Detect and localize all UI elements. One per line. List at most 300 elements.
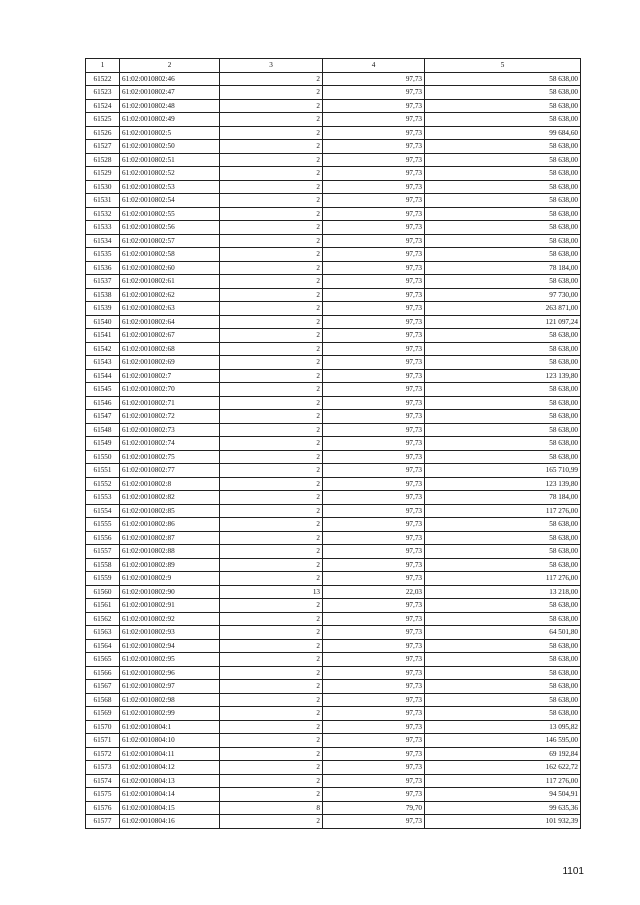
table-cell: 61:02:0010802:63 [120, 302, 220, 316]
table-cell: 61542 [86, 342, 120, 356]
table-cell: 97,73 [323, 599, 425, 613]
table-row [86, 207, 581, 221]
table-cell: 97,73 [323, 653, 425, 667]
table-row [86, 450, 581, 464]
table-cell: 61:02:0010802:48 [120, 99, 220, 113]
table-cell: 2 [220, 815, 323, 829]
table-row [86, 342, 581, 356]
table-cell: 13 095,82 [425, 720, 581, 734]
table-cell: 58 638,00 [425, 396, 581, 410]
table-cell: 61:02:0010802:68 [120, 342, 220, 356]
table-cell: 2 [220, 248, 323, 262]
table-cell: 97,73 [323, 788, 425, 802]
table-cell: 97,73 [323, 356, 425, 370]
table-row [86, 491, 581, 505]
table-cell: 61:02:0010804:11 [120, 747, 220, 761]
table-cell: 97,73 [323, 86, 425, 100]
table-cell: 2 [220, 612, 323, 626]
column-header-2: 2 [120, 59, 220, 73]
table-cell: 61:02:0010802:58 [120, 248, 220, 262]
table-row [86, 126, 581, 140]
table-cell: 97,73 [323, 626, 425, 640]
table-cell: 123 139,80 [425, 477, 581, 491]
table-cell: 2 [220, 140, 323, 154]
table-cell: 58 638,00 [425, 639, 581, 653]
table-cell: 61557 [86, 545, 120, 559]
table-row [86, 369, 581, 383]
table-row [86, 167, 581, 181]
table-cell: 2 [220, 113, 323, 127]
table-cell: 61:02:0010804:10 [120, 734, 220, 748]
table-cell: 61534 [86, 234, 120, 248]
table-cell: 58 638,00 [425, 680, 581, 694]
table-cell: 61:02:0010802:70 [120, 383, 220, 397]
table-cell: 61541 [86, 329, 120, 343]
table-cell: 2 [220, 680, 323, 694]
table-cell: 61571 [86, 734, 120, 748]
table-cell: 2 [220, 207, 323, 221]
table-cell: 61522 [86, 72, 120, 86]
table-cell: 61:02:0010802:95 [120, 653, 220, 667]
table-cell: 61575 [86, 788, 120, 802]
table-cell: 61574 [86, 774, 120, 788]
table-cell: 97,73 [323, 612, 425, 626]
table-row [86, 774, 581, 788]
table-body [86, 72, 581, 828]
table-cell: 61550 [86, 450, 120, 464]
table-row [86, 396, 581, 410]
table-cell: 61:02:0010802:60 [120, 261, 220, 275]
table-cell: 2 [220, 599, 323, 613]
table-cell: 61568 [86, 693, 120, 707]
table-cell: 61:02:0010802:50 [120, 140, 220, 154]
table-cell: 61556 [86, 531, 120, 545]
table-cell: 61545 [86, 383, 120, 397]
table-cell: 97,73 [323, 464, 425, 478]
table-row [86, 437, 581, 451]
table-row [86, 666, 581, 680]
table-cell: 117 276,00 [425, 774, 581, 788]
table-cell: 97,73 [323, 666, 425, 680]
table-cell: 58 638,00 [425, 545, 581, 559]
table-cell: 58 638,00 [425, 383, 581, 397]
table-cell: 61577 [86, 815, 120, 829]
table-cell: 61532 [86, 207, 120, 221]
table-cell: 61536 [86, 261, 120, 275]
table-cell: 2 [220, 747, 323, 761]
table-row [86, 140, 581, 154]
table-cell: 61576 [86, 801, 120, 815]
table-cell: 61546 [86, 396, 120, 410]
table-cell: 61:02:0010802:91 [120, 599, 220, 613]
table-cell: 101 932,39 [425, 815, 581, 829]
table-cell: 61:02:0010802:61 [120, 275, 220, 289]
table-cell: 97,73 [323, 437, 425, 451]
table-cell: 97,73 [323, 545, 425, 559]
column-header-3: 3 [220, 59, 323, 73]
table-cell: 61:02:0010802:56 [120, 221, 220, 235]
table-row [86, 234, 581, 248]
table-cell: 61:02:0010802:53 [120, 180, 220, 194]
table-cell: 97,73 [323, 194, 425, 208]
table-cell: 2 [220, 126, 323, 140]
table-cell: 78 184,00 [425, 491, 581, 505]
table-cell: 69 192,84 [425, 747, 581, 761]
table-cell: 61:02:0010802:88 [120, 545, 220, 559]
table-cell: 58 638,00 [425, 410, 581, 424]
table-cell: 2 [220, 329, 323, 343]
table-cell: 97,73 [323, 747, 425, 761]
table-row [86, 113, 581, 127]
table-cell: 2 [220, 437, 323, 451]
table-cell: 97,73 [323, 342, 425, 356]
table-cell: 99 635,36 [425, 801, 581, 815]
table-cell: 97,73 [323, 99, 425, 113]
table-cell: 61554 [86, 504, 120, 518]
table-cell: 97,73 [323, 531, 425, 545]
table-cell: 61551 [86, 464, 120, 478]
table-cell: 58 638,00 [425, 248, 581, 262]
table-cell: 263 871,00 [425, 302, 581, 316]
table-cell: 97,73 [323, 774, 425, 788]
table-row [86, 707, 581, 721]
table-cell: 61:02:0010802:69 [120, 356, 220, 370]
table-cell: 61:02:0010802:90 [120, 585, 220, 599]
table-cell: 61528 [86, 153, 120, 167]
table-cell: 61524 [86, 99, 120, 113]
table-cell: 97,73 [323, 140, 425, 154]
table-cell: 97,73 [323, 477, 425, 491]
table-cell: 58 638,00 [425, 86, 581, 100]
table-cell: 61548 [86, 423, 120, 437]
table-cell: 58 638,00 [425, 275, 581, 289]
table-cell: 58 638,00 [425, 653, 581, 667]
table-row [86, 585, 581, 599]
table-cell: 8 [220, 801, 323, 815]
table-cell: 61:02:0010802:57 [120, 234, 220, 248]
table-cell: 2 [220, 626, 323, 640]
table-row [86, 99, 581, 113]
table-cell: 2 [220, 545, 323, 559]
table-row [86, 221, 581, 235]
table-cell: 97 730,00 [425, 288, 581, 302]
table-cell: 2 [220, 410, 323, 424]
table-cell: 61525 [86, 113, 120, 127]
table-cell: 61563 [86, 626, 120, 640]
table-row [86, 504, 581, 518]
table-cell: 61:02:0010804:13 [120, 774, 220, 788]
table-cell: 2 [220, 194, 323, 208]
table-cell: 61:02:0010802:54 [120, 194, 220, 208]
table-row [86, 194, 581, 208]
table-cell: 97,73 [323, 707, 425, 721]
table-cell: 58 638,00 [425, 342, 581, 356]
table-cell: 58 638,00 [425, 221, 581, 235]
table-cell: 61:02:0010802:55 [120, 207, 220, 221]
table-cell: 117 276,00 [425, 504, 581, 518]
table-cell: 78 184,00 [425, 261, 581, 275]
table-cell: 61537 [86, 275, 120, 289]
table-cell: 97,73 [323, 383, 425, 397]
table-cell: 61:02:0010802:75 [120, 450, 220, 464]
table-cell: 61526 [86, 126, 120, 140]
data-table [85, 58, 581, 829]
table-cell: 58 638,00 [425, 234, 581, 248]
table-cell: 13 [220, 585, 323, 599]
table-row [86, 599, 581, 613]
table-row [86, 558, 581, 572]
table-cell: 2 [220, 734, 323, 748]
table-row [86, 747, 581, 761]
table-cell: 2 [220, 518, 323, 532]
table-cell: 61:02:0010802:46 [120, 72, 220, 86]
table-cell: 61539 [86, 302, 120, 316]
header-row [86, 59, 581, 73]
table-cell: 2 [220, 99, 323, 113]
table-cell: 97,73 [323, 180, 425, 194]
table-cell: 61:02:0010802:8 [120, 477, 220, 491]
table-row [86, 302, 581, 316]
table-cell: 61:02:0010802:9 [120, 572, 220, 586]
column-header-4: 4 [323, 59, 425, 73]
table-cell: 58 638,00 [425, 707, 581, 721]
table-row [86, 815, 581, 829]
table-row [86, 315, 581, 329]
table-cell: 2 [220, 464, 323, 478]
table-cell: 97,73 [323, 450, 425, 464]
table-cell: 123 139,80 [425, 369, 581, 383]
table-cell: 61:02:0010802:92 [120, 612, 220, 626]
table-cell: 61:02:0010802:82 [120, 491, 220, 505]
table-row [86, 153, 581, 167]
table-cell: 2 [220, 72, 323, 86]
table-cell: 61564 [86, 639, 120, 653]
table-cell: 97,73 [323, 734, 425, 748]
table-cell: 2 [220, 180, 323, 194]
table-cell: 97,73 [323, 410, 425, 424]
table-cell: 2 [220, 153, 323, 167]
table-cell: 97,73 [323, 680, 425, 694]
table-cell: 61:02:0010802:51 [120, 153, 220, 167]
table-cell: 99 684,60 [425, 126, 581, 140]
column-header-5: 5 [425, 59, 581, 73]
table-row [86, 572, 581, 586]
table-row [86, 288, 581, 302]
table-row [86, 653, 581, 667]
table-cell: 58 638,00 [425, 140, 581, 154]
table-cell: 61:02:0010802:89 [120, 558, 220, 572]
table-cell: 146 595,00 [425, 734, 581, 748]
table-cell: 61560 [86, 585, 120, 599]
table-cell: 61:02:0010802:52 [120, 167, 220, 181]
table-cell: 58 638,00 [425, 693, 581, 707]
table-row [86, 518, 581, 532]
table-cell: 61:02:0010802:67 [120, 329, 220, 343]
table-cell: 97,73 [323, 275, 425, 289]
table-cell: 61:02:0010802:98 [120, 693, 220, 707]
table-cell: 61:02:0010804:14 [120, 788, 220, 802]
table-cell: 94 504,91 [425, 788, 581, 802]
table-cell: 97,73 [323, 720, 425, 734]
table-cell: 61:02:0010802:62 [120, 288, 220, 302]
page-number: 1101 [562, 866, 584, 877]
table-cell: 61530 [86, 180, 120, 194]
table-cell: 2 [220, 356, 323, 370]
table-cell: 61544 [86, 369, 120, 383]
table-cell: 2 [220, 761, 323, 775]
table-cell: 61573 [86, 761, 120, 775]
table-cell: 58 638,00 [425, 113, 581, 127]
table-cell: 97,73 [323, 761, 425, 775]
table-cell: 61:02:0010802:85 [120, 504, 220, 518]
table-cell: 165 710,99 [425, 464, 581, 478]
table-cell: 61559 [86, 572, 120, 586]
table-cell: 2 [220, 234, 323, 248]
table-cell: 2 [220, 693, 323, 707]
table-cell: 58 638,00 [425, 450, 581, 464]
table-cell: 2 [220, 491, 323, 505]
table-cell: 61540 [86, 315, 120, 329]
table-cell: 97,73 [323, 153, 425, 167]
table-cell: 97,73 [323, 396, 425, 410]
table-cell: 61:02:0010802:73 [120, 423, 220, 437]
table-cell: 2 [220, 221, 323, 235]
table-cell: 61535 [86, 248, 120, 262]
table-cell: 2 [220, 531, 323, 545]
table-cell: 58 638,00 [425, 194, 581, 208]
table-cell: 61:02:0010802:72 [120, 410, 220, 424]
table-row [86, 275, 581, 289]
table-cell: 97,73 [323, 572, 425, 586]
table-row [86, 720, 581, 734]
table-cell: 97,73 [323, 234, 425, 248]
table-row [86, 734, 581, 748]
table-cell: 2 [220, 558, 323, 572]
table-cell: 61567 [86, 680, 120, 694]
table-row [86, 680, 581, 694]
table-cell: 61552 [86, 477, 120, 491]
table-cell: 61572 [86, 747, 120, 761]
table-cell: 61:02:0010802:94 [120, 639, 220, 653]
table-cell: 58 638,00 [425, 531, 581, 545]
table-row [86, 261, 581, 275]
table-cell: 22,03 [323, 585, 425, 599]
table-cell: 97,73 [323, 639, 425, 653]
table-row [86, 410, 581, 424]
table-cell: 97,73 [323, 167, 425, 181]
table-row [86, 639, 581, 653]
table-cell: 97,73 [323, 288, 425, 302]
table-cell: 58 638,00 [425, 99, 581, 113]
table-row [86, 86, 581, 100]
table-cell: 58 638,00 [425, 518, 581, 532]
table-cell: 61:02:0010804:12 [120, 761, 220, 775]
table-cell: 61:02:0010804:1 [120, 720, 220, 734]
table-cell: 58 638,00 [425, 167, 581, 181]
table-row [86, 545, 581, 559]
table-cell: 97,73 [323, 423, 425, 437]
table-cell: 2 [220, 275, 323, 289]
table-cell: 2 [220, 666, 323, 680]
table-cell: 61562 [86, 612, 120, 626]
table-cell: 2 [220, 477, 323, 491]
table-cell: 61:02:0010802:97 [120, 680, 220, 694]
table-cell: 61523 [86, 86, 120, 100]
table-cell: 61553 [86, 491, 120, 505]
table-cell: 61:02:0010802:77 [120, 464, 220, 478]
table-row [86, 356, 581, 370]
table-cell: 61:02:0010802:86 [120, 518, 220, 532]
table-cell: 58 638,00 [425, 612, 581, 626]
table-cell: 2 [220, 288, 323, 302]
table-cell: 61:02:0010802:64 [120, 315, 220, 329]
table-row [86, 72, 581, 86]
table-cell: 2 [220, 774, 323, 788]
column-header-1: 1 [86, 59, 120, 73]
table-cell: 2 [220, 720, 323, 734]
table-cell: 97,73 [323, 113, 425, 127]
table-cell: 97,73 [323, 329, 425, 343]
table-cell: 58 638,00 [425, 666, 581, 680]
table-cell: 2 [220, 707, 323, 721]
table-cell: 61570 [86, 720, 120, 734]
table-row [86, 423, 581, 437]
table-cell: 61527 [86, 140, 120, 154]
table-cell: 117 276,00 [425, 572, 581, 586]
table-cell: 2 [220, 342, 323, 356]
table-cell: 61:02:0010802:96 [120, 666, 220, 680]
table-cell: 64 501,80 [425, 626, 581, 640]
table-row [86, 626, 581, 640]
table-row [86, 693, 581, 707]
table-cell: 79,70 [323, 801, 425, 815]
table-cell: 61:02:0010802:7 [120, 369, 220, 383]
table-cell: 2 [220, 423, 323, 437]
table-cell: 2 [220, 396, 323, 410]
table-cell: 61547 [86, 410, 120, 424]
table-cell: 2 [220, 504, 323, 518]
table-cell: 61:02:0010802:74 [120, 437, 220, 451]
table-cell: 2 [220, 450, 323, 464]
table-cell: 97,73 [323, 504, 425, 518]
table-row [86, 531, 581, 545]
table-cell: 2 [220, 86, 323, 100]
table-cell: 97,73 [323, 221, 425, 235]
table-cell: 61558 [86, 558, 120, 572]
table-cell: 97,73 [323, 261, 425, 275]
table-cell: 61:02:0010802:93 [120, 626, 220, 640]
table-cell: 58 638,00 [425, 356, 581, 370]
table-cell: 61529 [86, 167, 120, 181]
table-cell: 2 [220, 639, 323, 653]
table-cell: 61:02:0010802:71 [120, 396, 220, 410]
table-cell: 97,73 [323, 315, 425, 329]
table-cell: 61565 [86, 653, 120, 667]
table-cell: 61:02:0010802:49 [120, 113, 220, 127]
table-cell: 58 638,00 [425, 329, 581, 343]
table-cell: 61533 [86, 221, 120, 235]
table-cell: 2 [220, 653, 323, 667]
table-cell: 58 638,00 [425, 207, 581, 221]
table-cell: 61531 [86, 194, 120, 208]
table-cell: 61:02:0010804:16 [120, 815, 220, 829]
table-cell: 121 097,24 [425, 315, 581, 329]
table-cell: 61549 [86, 437, 120, 451]
table-row [86, 761, 581, 775]
table-row [86, 612, 581, 626]
table-cell: 97,73 [323, 815, 425, 829]
table-cell: 2 [220, 167, 323, 181]
